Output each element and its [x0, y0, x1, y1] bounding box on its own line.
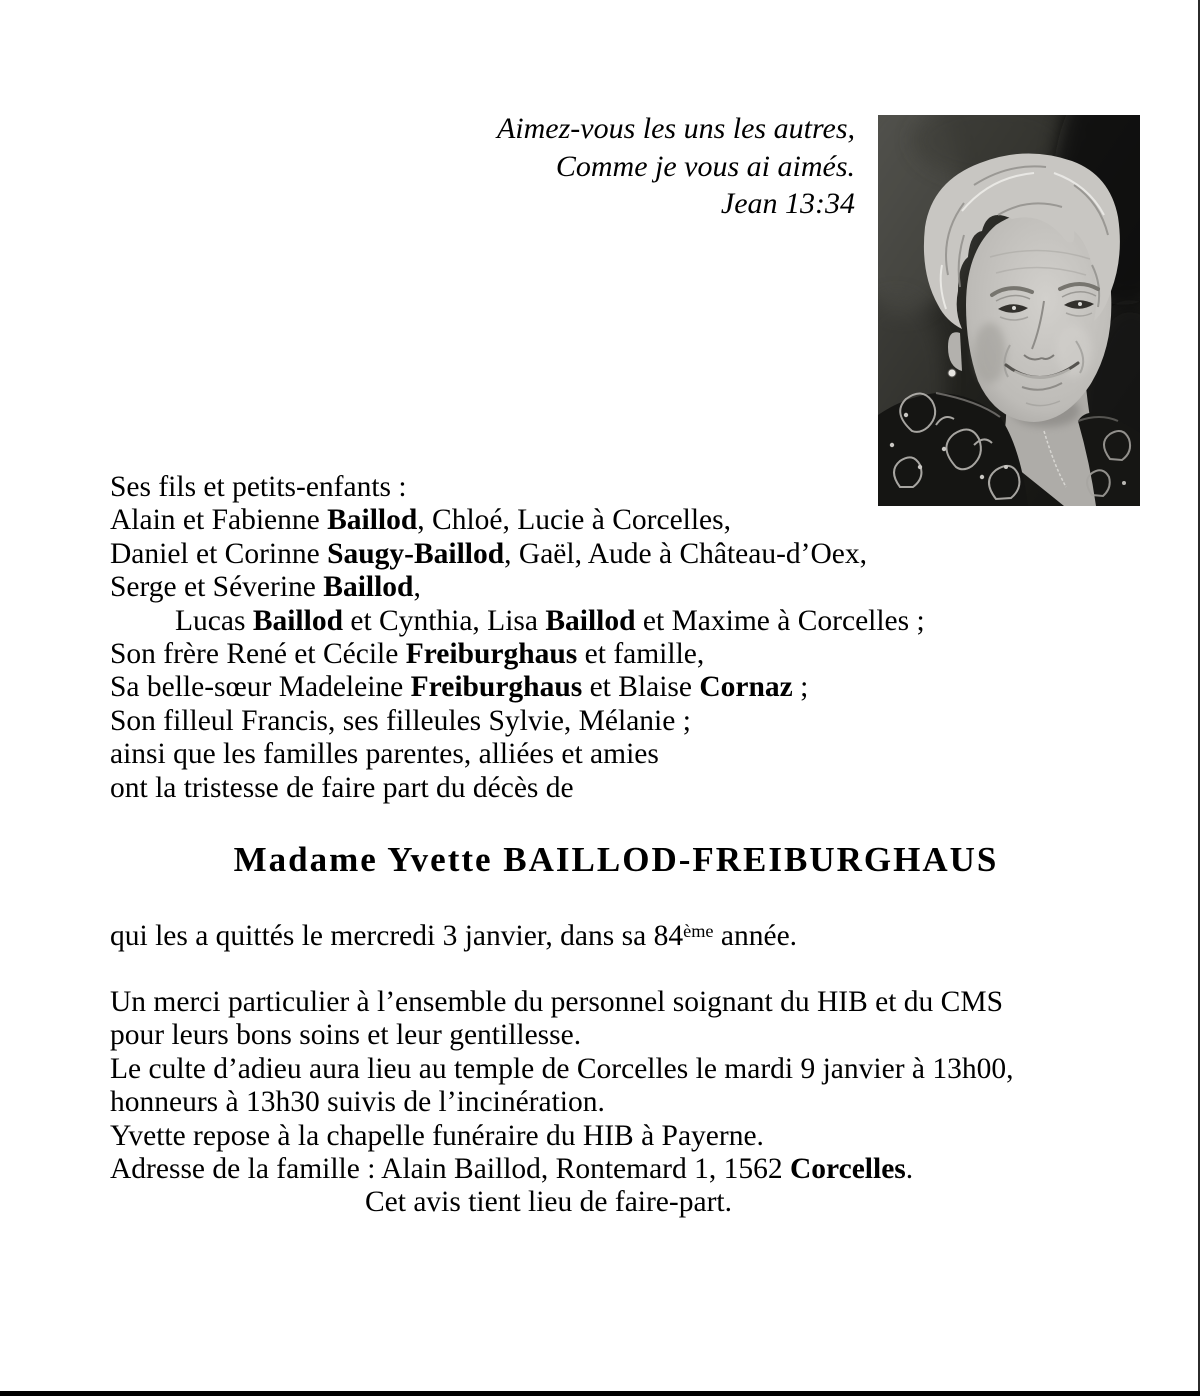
notice-line: Adresse de la famille : Alain Baillod, Rontemard 1, 1562 Corcelles. — [110, 1153, 914, 1186]
family-line: ont la tristesse de faire part du décès de — [110, 771, 574, 804]
family-line: Lucas Baillod et Cynthia, Lisa Baillod et Maxime à Corcelles ; — [175, 604, 925, 637]
death-date-line — [110, 920, 797, 956]
earring — [948, 369, 956, 377]
notice-line: Le culte d’adieu aura lieu au temple de Corcelles le mardi 9 janvier à 13h00, — [110, 1052, 1014, 1085]
deceased-name-title: Madame Yvette BAILLOD-FREIBURGHAUS — [233, 840, 999, 879]
notice-line: Yvette repose à la chapelle funéraire du HIB à Payerne. — [110, 1119, 764, 1152]
family-line: Ses fils et petits-enfants : — [110, 471, 407, 503]
family-line: Alain et Fabienne Baillod, Chloé, Lucie à Corcelles, — [110, 504, 732, 537]
notice-closing-line: Cet avis tient lieu de faire-part. — [365, 1186, 732, 1219]
scan-edge-bottom — [0, 1391, 1200, 1396]
notice-line: pour leurs bons soins et leur gentillesse. — [110, 1019, 582, 1052]
family-line: Daniel et Corinne Saugy-Baillod, Gaël, Aude à Château-d’Oex, — [110, 537, 868, 570]
notice-block — [110, 986, 1013, 1220]
death-line-text: qui les a quittés le mercredi 3 janvier, dans sa 84ème année. — [110, 920, 798, 952]
quote-reference: Jean 13:34 — [720, 187, 855, 220]
portrait-photo-graphic — [878, 115, 1140, 506]
family-line: Serge et Séverine Baillod, — [110, 571, 421, 604]
notice-line: Un merci particulier à l’ensemble du personnel soignant du HIB et du CMS — [110, 986, 1003, 1018]
family-line: ainsi que les familles parentes, alliées et amies — [110, 738, 659, 771]
family-line: Son filleul Francis, ses filleules Sylvie, Mélanie ; — [110, 704, 691, 737]
family-block — [110, 471, 925, 805]
notice-line: honneurs à 13h30 suivis de l’incinération. — [110, 1086, 605, 1119]
portrait-photo — [878, 115, 1140, 506]
family-line: Son frère René et Cécile Freiburghaus et famille, — [110, 638, 705, 671]
scripture-quote — [335, 110, 855, 223]
family-line: Sa belle-sœur Madeleine Freiburghaus et Blaise Cornaz ; — [110, 671, 809, 704]
quote-line: Aimez-vous les uns les autres, — [496, 112, 855, 145]
quote-line: Comme je vous ai aimés. — [555, 149, 855, 183]
